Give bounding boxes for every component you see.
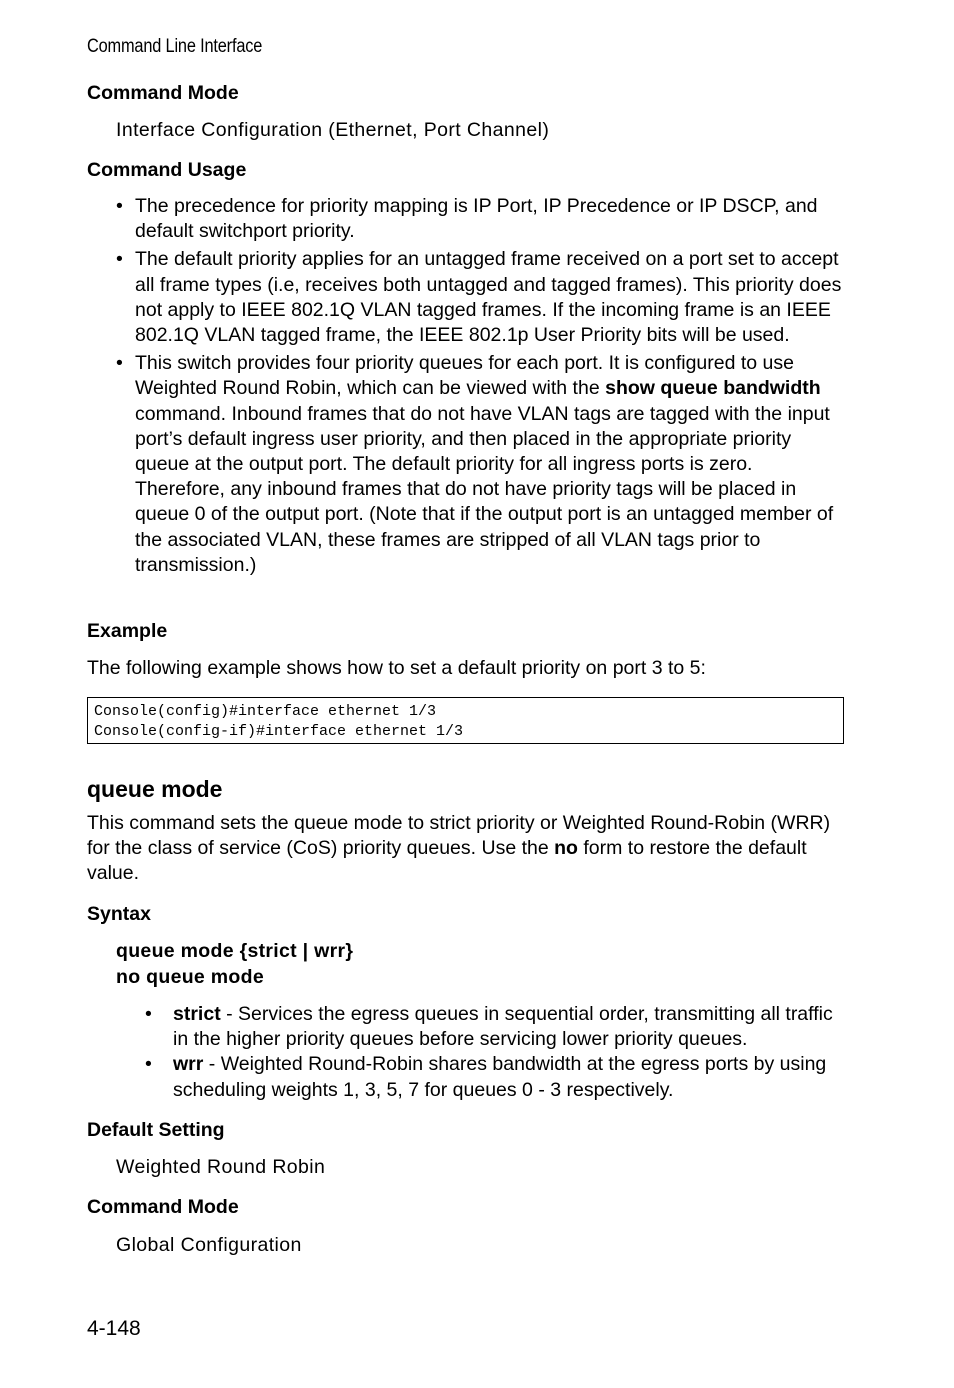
usage-bullet-text: The default priority applies for an untagged frame received on a port set to accept all frame types (i.e, receives both untagged and tagged frames). This priority does not apply to IEEE 802.1Q VLAN tagged frames. If the incoming frame is an IEEE 802.1Q VLAN tagged frame, the IEEE 802.1p User Priority bits will be used. [135, 248, 842, 347]
bullet-icon: • [116, 352, 123, 375]
usage-bullet-text-after: command. Inbound frames that do not have VLAN tags are tagged with the input port’s default ingress user priority, and then placed in the appropriate priority queue at the output port. The default priority for all ingress ports is zero. Therefore, any inbound frames that do not have priority tags will be placed in queue 0 of the output port. (Note that if the output port is an untagged member of the associated VLAN, these frames are stripped of all VLAN tags prior to transmission.) [135, 402, 834, 576]
code-line: Console(config-if)#interface ethernet 1/3 [94, 723, 464, 740]
command-mode-heading-2: Command Mode [87, 1196, 239, 1218]
section-intro-text: This command sets the queue mode to strict priority or Weighted Round-Robin (WRR) for the class of service (CoS) priority queues. Use the [87, 812, 831, 859]
usage-bullet-list [116, 194, 846, 581]
code-line: Console(config)#interface ethernet 1/3 [94, 703, 437, 720]
syntax-options-list [145, 1002, 845, 1103]
option-term: strict [173, 1003, 221, 1025]
usage-bullet-command: show queue bandwidth [605, 377, 821, 400]
bullet-icon: • [116, 195, 123, 217]
section-intro-text-after: form to restore the default value. [87, 837, 807, 884]
default-setting-heading: Default Setting [87, 1119, 225, 1141]
option-desc: - Weighted Round-Robin shares bandwidth at the egress ports by using scheduling weights 1, 3, 5, 7 for queues 0 - 3 respectively. [173, 1053, 827, 1101]
example-heading: Example [87, 620, 168, 642]
page-number: 4-148 [87, 1317, 141, 1340]
syntax-line: queue mode {strict | wrr} [116, 940, 354, 962]
option-item [145, 1052, 845, 1102]
command-mode-heading: Command Mode [87, 82, 239, 104]
option-desc: - Services the egress queues in sequential order, transmitting all traffic in the higher priority queues before servicing lower priority queues. [173, 1003, 833, 1051]
usage-bullet [116, 247, 846, 348]
command-usage-heading: Command Usage [87, 159, 247, 181]
command-mode-value-2: Global Configuration [116, 1234, 302, 1256]
default-setting-value: Weighted Round Robin [116, 1156, 326, 1178]
section-title: queue mode [87, 776, 223, 802]
section-intro-keyword: no [554, 837, 578, 859]
syntax-heading: Syntax [87, 903, 151, 925]
bullet-icon: • [145, 1053, 152, 1076]
usage-bullet [116, 351, 846, 578]
example-intro: The following example shows how to set a default priority on port 3 to 5: [87, 657, 706, 679]
section-intro [87, 811, 847, 886]
bullet-icon: • [145, 1003, 152, 1025]
usage-bullet [116, 194, 846, 244]
usage-bullet-text: The precedence for priority mapping is IP Port, IP Precedence or IP DSCP, and default switchport priority. [135, 195, 818, 243]
usage-bullet-text: This switch provides four priority queues for each port. It is configured to use Weighted Round Robin, which can be viewed with the [135, 352, 794, 400]
running-header: Command Line Interface [87, 36, 263, 57]
code-example-box [87, 697, 844, 744]
syntax-line-no-form: no queue mode [116, 966, 264, 988]
option-term: wrr [173, 1053, 204, 1076]
option-item [145, 1002, 845, 1052]
command-mode-value: Interface Configuration (Ethernet, Port Channel) [116, 119, 550, 141]
bullet-icon: • [116, 248, 123, 271]
